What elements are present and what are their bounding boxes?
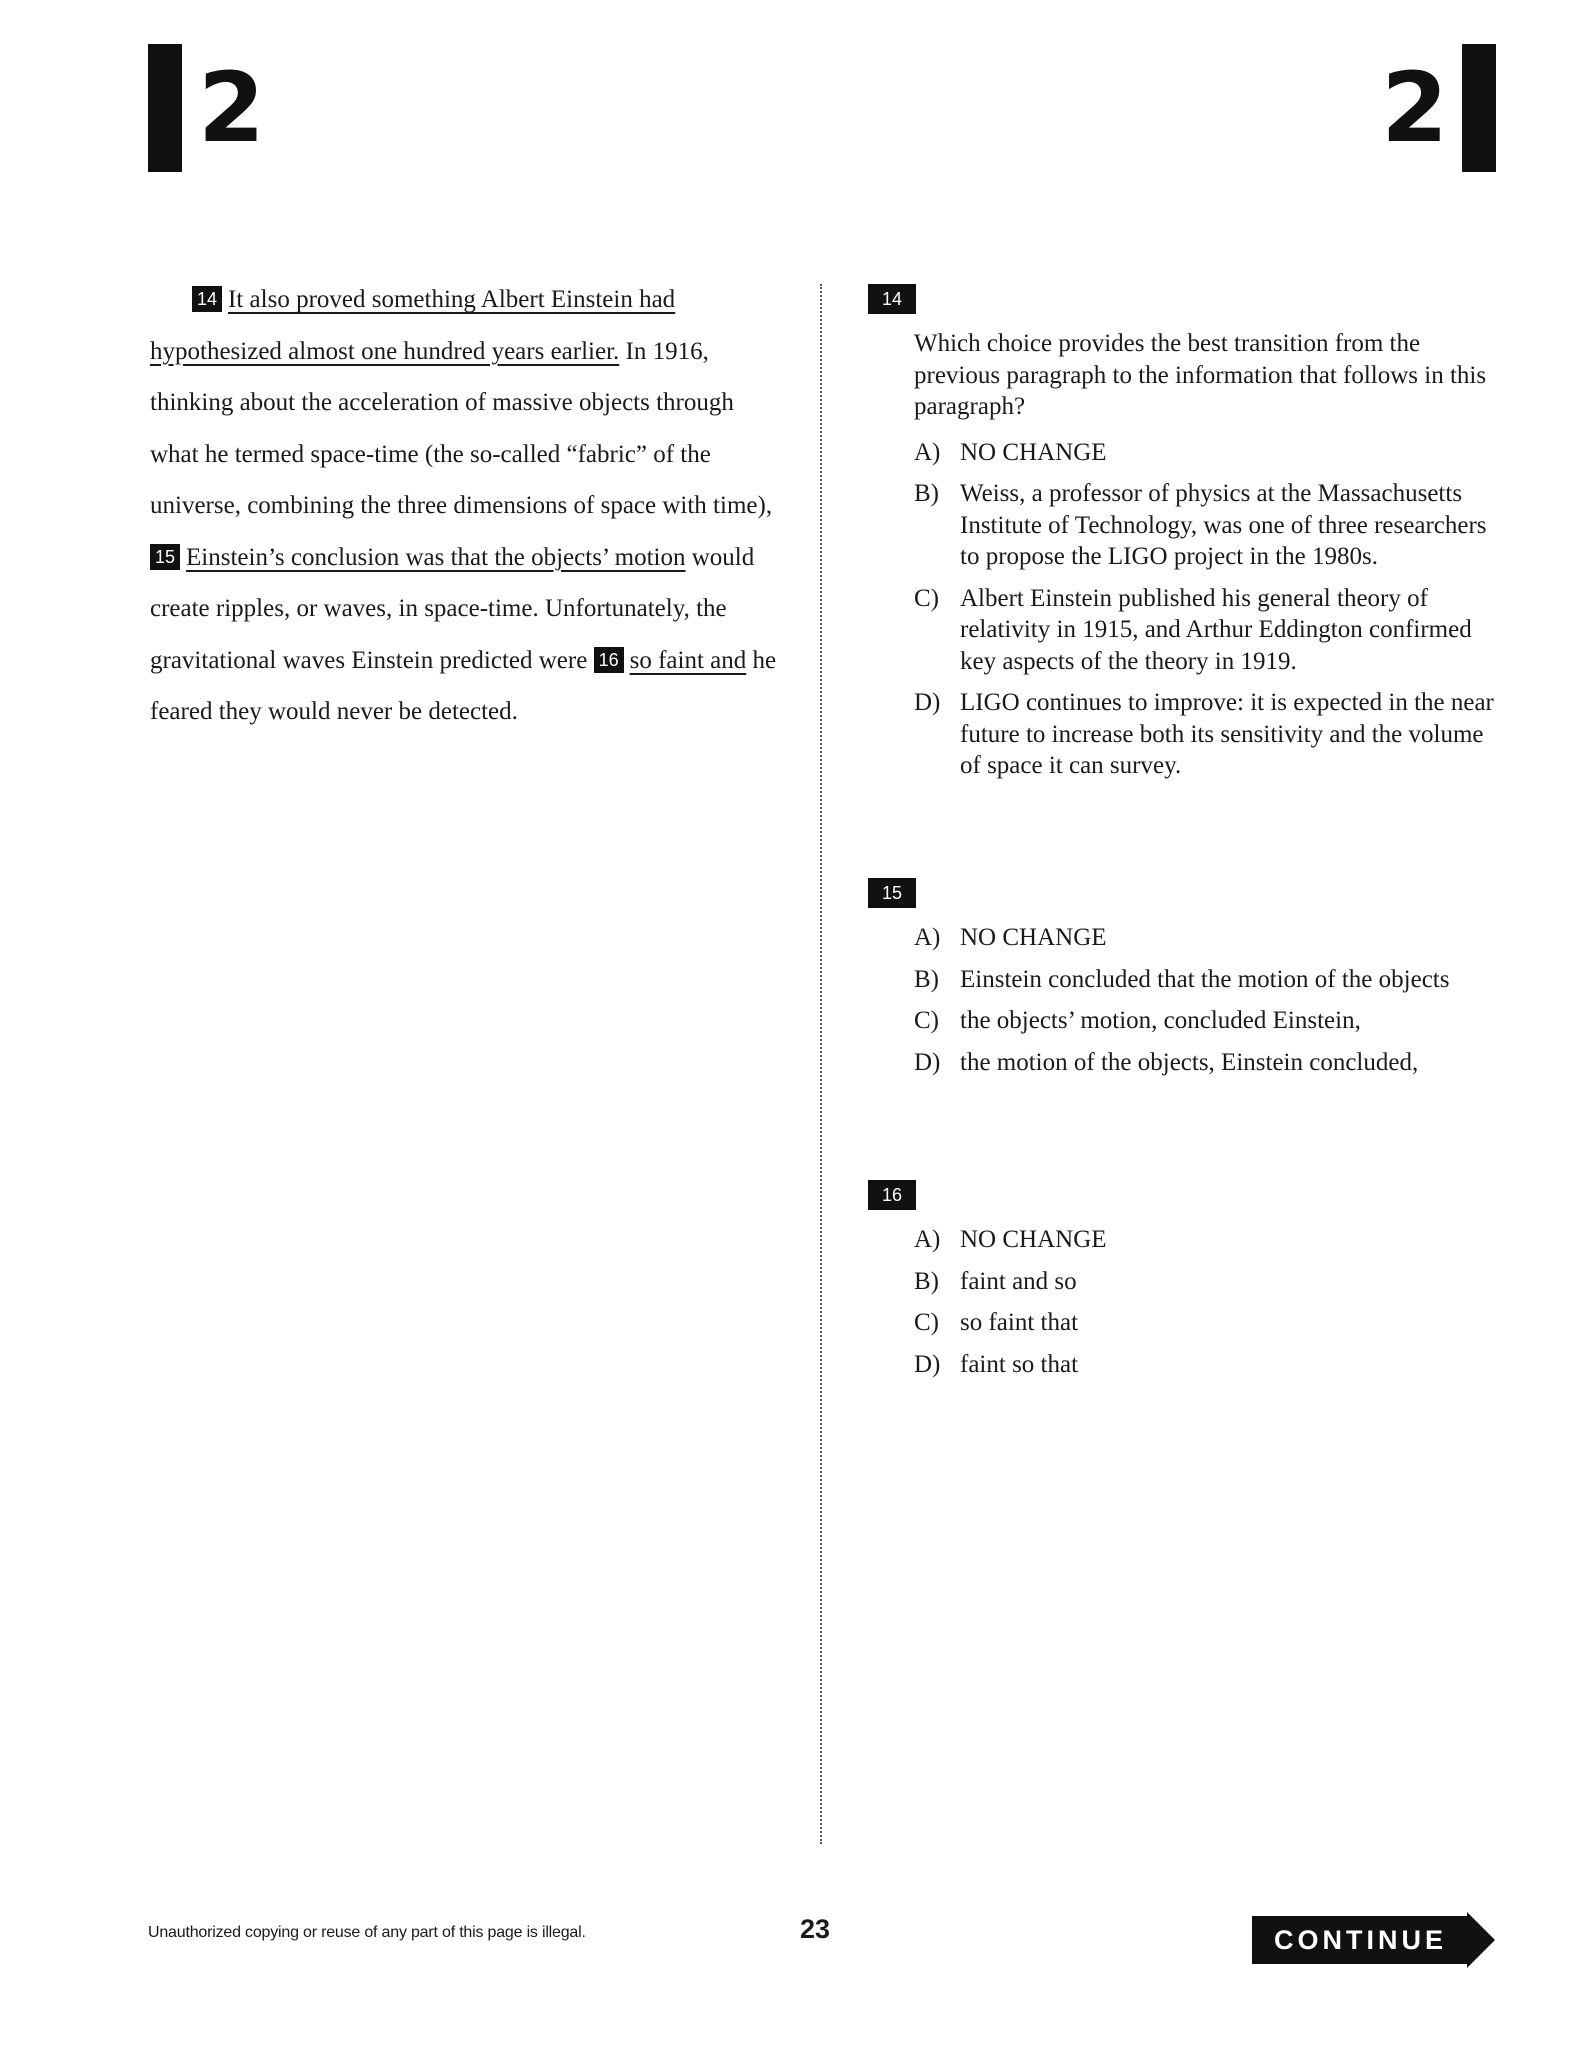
option-text: NO CHANGE [960,1226,1107,1253]
section-number-right-text: 2 [1381,52,1448,164]
arrow-right-icon [1467,1912,1495,1968]
answer-option-d[interactable] [914,1047,1500,1079]
option-letter: B) [914,965,939,993]
continue-label: CONTINUE [1252,1916,1467,1964]
option-letter: D) [914,1350,941,1378]
passage-text-3: he feared they would never be detected. [150,646,777,725]
option-text: Einstein concluded that the motion of the objects [960,965,1450,993]
underlined-segment-16: so faint and [629,646,747,674]
answer-option-b[interactable] [914,964,1500,996]
section-number-left-text: 2 [198,52,265,164]
question-number-box: 16 [868,1180,916,1210]
section-number-right [1381,44,1496,172]
question-16 [868,1180,1500,1390]
option-letter: A) [914,924,941,951]
option-letter: C) [914,584,939,612]
option-text: the motion of the objects, Einstein concluded, [960,1048,1419,1076]
underlined-segment-14: It also proved something Albert Einstein had hypothesized almost one hundred years earlier. [150,286,676,365]
column-divider [820,284,822,1844]
option-text: NO CHANGE [960,438,1107,466]
answer-option-b[interactable] [914,478,1500,573]
option-letter: B) [914,1267,939,1295]
answer-option-c[interactable] [914,1005,1500,1037]
answer-options [914,922,1500,1078]
option-text: NO CHANGE [960,924,1107,951]
answer-option-d[interactable] [914,687,1500,782]
answer-option-a[interactable] [914,1224,1500,1256]
option-text: LIGO continues to improve: it is expected in the near future to increase both its sensitivity and the volume of space it can survey. [960,689,1494,779]
option-letter: D) [914,1048,941,1076]
option-letter: C) [914,1309,939,1336]
option-letter: B) [914,480,939,507]
question-14 [868,284,1500,792]
section-bar-right [1462,44,1496,172]
question-stem: Which choice provides the best transition from the previous paragraph to the information that follows in this paragraph? [914,330,1487,420]
option-text: faint so that [960,1350,1079,1378]
page-number: 23 [800,1914,831,1944]
option-text: Weiss, a professor of physics at the Massachusetts Institute of Technology, was one of three researchers to propose the LIGO project in the 1980s. [960,480,1487,570]
answer-option-c[interactable] [914,1307,1500,1339]
option-text: faint and so [960,1267,1077,1295]
section-number-left [148,44,265,172]
option-letter: D) [914,689,941,716]
underlined-segment-15: Einstein’s conclusion was that the objects’ motion [186,543,686,571]
option-text: so faint that [960,1309,1079,1336]
answer-options [914,437,1500,782]
question-15 [868,878,1500,1088]
option-text: Albert Einstein published his general theory of relativity in 1915, and Arthur Eddington confirmed key aspects of the theory in 1919. [960,584,1472,675]
section-bar-left [148,44,182,172]
answer-option-a[interactable] [914,922,1500,954]
option-letter: A) [914,438,941,466]
option-letter: C) [914,1007,939,1034]
question-marker-16: 16 [594,647,624,673]
answer-options [914,1224,1500,1380]
passage-paragraph [150,274,780,738]
answer-option-a[interactable] [914,437,1500,469]
question-marker-14: 14 [192,286,222,312]
option-text: the objects’ motion, concluded Einstein, [960,1007,1361,1034]
question-number-box: 15 [868,878,916,908]
answer-option-c[interactable] [914,583,1500,678]
question-number-box: 14 [868,284,916,314]
answer-option-d[interactable] [914,1349,1500,1381]
passage-text-1: In 1916, thinking about the acceleration of massive objects through what he termed space-time (the so-called “fabric” of the universe, combining the three dimensions of space with time), [150,337,773,519]
answer-option-b[interactable] [914,1266,1500,1298]
question-marker-15: 15 [150,544,180,570]
option-letter: A) [914,1226,941,1253]
continue-button[interactable] [1252,1916,1495,1964]
copyright-notice: Unauthorized copying or reuse of any part of this page is illegal. [148,1924,586,1941]
passage-text-2: would create ripples, or waves, in space-time. Unfortunately, the gravitational waves Einstein predicted were [150,543,755,674]
